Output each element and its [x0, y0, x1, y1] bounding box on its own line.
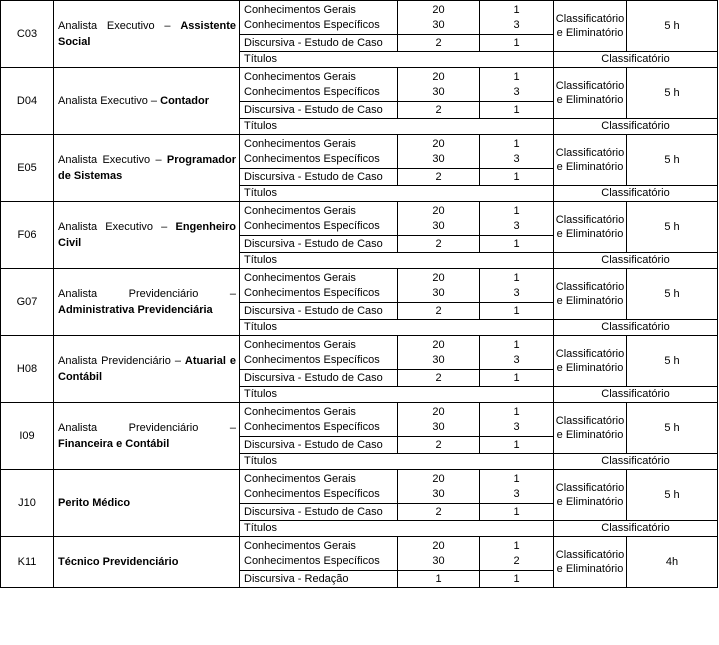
peso-discursiva: 1 — [480, 504, 554, 521]
peso-gerais: 1 — [513, 405, 520, 418]
peso-especificos: 3 — [513, 420, 520, 433]
prova-discursiva: Discursiva - Estudo de Caso — [240, 437, 398, 454]
questoes-especificos: 30 — [432, 286, 445, 299]
cargo-name-specialty: Engenheiro Civil — [58, 221, 236, 249]
cargo-name — [54, 269, 240, 336]
cargo-name — [54, 537, 240, 588]
exam-row — [1, 68, 718, 102]
prova-discursiva: Discursiva - Estudo de Caso — [240, 370, 398, 387]
cargo-name — [54, 470, 240, 537]
questoes-discursiva: 2 — [398, 504, 480, 521]
carater: Classificatório e Eliminatório — [554, 135, 627, 186]
duracao: 5 h — [627, 1, 718, 52]
carater: Classificatório e Eliminatório — [554, 336, 627, 387]
peso — [480, 470, 554, 504]
questoes-gerais: 20 — [432, 405, 445, 418]
num-questoes — [398, 135, 480, 169]
peso-especificos: 3 — [513, 219, 520, 232]
prova-discursiva: Discursiva - Estudo de Caso — [240, 504, 398, 521]
prova-discursiva: Discursiva - Estudo de Caso — [240, 35, 398, 52]
titulos-label: Títulos — [240, 119, 554, 135]
peso-especificos: 2 — [513, 554, 520, 567]
peso-especificos: 3 — [513, 18, 520, 31]
duracao: 5 h — [627, 269, 718, 320]
questoes-especificos: 30 — [432, 487, 445, 500]
questoes-especificos: 30 — [432, 420, 445, 433]
peso-discursiva: 1 — [480, 35, 554, 52]
cargo-name-prefix: Analista Previdenciário – — [58, 355, 185, 367]
prova-discursiva: Discursiva - Estudo de Caso — [240, 236, 398, 253]
carater: Classificatório e Eliminatório — [554, 403, 627, 454]
titulos-carater: Classificatório — [554, 186, 718, 202]
questoes-especificos: 30 — [432, 85, 445, 98]
prova-especificos: Conhecimentos Específicos — [244, 85, 380, 98]
exam-row — [1, 403, 718, 437]
titulos-carater: Classificatório — [554, 52, 718, 68]
num-questoes — [398, 1, 480, 35]
prova-objetiva — [240, 403, 398, 437]
cargo-name-prefix: Analista Previdenciário – — [58, 288, 236, 300]
prova-gerais: Conhecimentos Gerais — [244, 70, 356, 83]
titulos-label: Títulos — [240, 454, 554, 470]
duracao: 5 h — [627, 202, 718, 253]
titulos-carater: Classificatório — [554, 521, 718, 537]
questoes-gerais: 20 — [432, 472, 445, 485]
peso-gerais: 1 — [513, 137, 520, 150]
duracao: 5 h — [627, 336, 718, 387]
cargo-name-prefix: Analista Executivo – — [58, 95, 161, 107]
num-questoes — [398, 269, 480, 303]
peso — [480, 537, 554, 571]
cargo-name-specialty: Programador de Sistemas — [58, 154, 236, 182]
num-questoes — [398, 470, 480, 504]
carater: Classificatório e Eliminatório — [554, 537, 627, 588]
cargo-name — [54, 336, 240, 403]
peso-gerais: 1 — [513, 472, 520, 485]
prova-gerais: Conhecimentos Gerais — [244, 405, 356, 418]
prova-objetiva — [240, 135, 398, 169]
cargo-name — [54, 135, 240, 202]
prova-especificos: Conhecimentos Específicos — [244, 554, 380, 567]
questoes-gerais: 20 — [432, 3, 445, 16]
prova-objetiva — [240, 68, 398, 102]
cargo-name-specialty: Administrativa Previdenciária — [58, 304, 213, 316]
carater: Classificatório e Eliminatório — [554, 1, 627, 52]
peso-gerais: 1 — [513, 539, 520, 552]
questoes-especificos: 30 — [432, 152, 445, 165]
peso — [480, 269, 554, 303]
titulos-label: Títulos — [240, 52, 554, 68]
peso — [480, 202, 554, 236]
peso — [480, 1, 554, 35]
peso-discursiva: 1 — [480, 571, 554, 588]
cargo-name-specialty: Assistente Social — [58, 20, 236, 48]
exam-row — [1, 537, 718, 571]
exam-row — [1, 336, 718, 370]
duracao: 5 h — [627, 68, 718, 119]
cargo-name-specialty: Financeira e Contábil — [58, 438, 170, 450]
num-questoes — [398, 537, 480, 571]
questoes-gerais: 20 — [432, 70, 445, 83]
prova-objetiva — [240, 470, 398, 504]
carater: Classificatório e Eliminatório — [554, 269, 627, 320]
questoes-especificos: 30 — [432, 219, 445, 232]
questoes-discursiva: 2 — [398, 370, 480, 387]
prova-discursiva: Discursiva - Estudo de Caso — [240, 102, 398, 119]
titulos-label: Títulos — [240, 521, 554, 537]
cargo-name-prefix: Analista Executivo – — [58, 20, 181, 32]
prova-especificos: Conhecimentos Específicos — [244, 18, 380, 31]
peso — [480, 68, 554, 102]
prova-gerais: Conhecimentos Gerais — [244, 539, 356, 552]
carater: Classificatório e Eliminatório — [554, 68, 627, 119]
prova-especificos: Conhecimentos Específicos — [244, 353, 380, 366]
questoes-discursiva: 2 — [398, 236, 480, 253]
carater: Classificatório e Eliminatório — [554, 470, 627, 521]
peso-especificos: 3 — [513, 85, 520, 98]
cargo-name — [54, 68, 240, 135]
questoes-especificos: 30 — [432, 554, 445, 567]
cargo-name-specialty: Contador — [160, 95, 210, 107]
titulos-carater: Classificatório — [554, 119, 718, 135]
prova-gerais: Conhecimentos Gerais — [244, 3, 356, 16]
prova-gerais: Conhecimentos Gerais — [244, 204, 356, 217]
num-questoes — [398, 403, 480, 437]
duracao: 5 h — [627, 135, 718, 186]
questoes-discursiva: 2 — [398, 437, 480, 454]
cargo-name-specialty: Técnico Previdenciário — [58, 556, 179, 568]
cargo-name-specialty: Perito Médico — [58, 497, 131, 509]
cargo-code: G07 — [1, 269, 54, 336]
peso-especificos: 3 — [513, 286, 520, 299]
questoes-discursiva: 2 — [398, 35, 480, 52]
questoes-gerais: 20 — [432, 204, 445, 217]
cargo-code: E05 — [1, 135, 54, 202]
cargo-code: K11 — [1, 537, 54, 588]
cargo-code: D04 — [1, 68, 54, 135]
carater: Classificatório e Eliminatório — [554, 202, 627, 253]
titulos-carater: Classificatório — [554, 320, 718, 336]
prova-gerais: Conhecimentos Gerais — [244, 472, 356, 485]
cargo-name — [54, 1, 240, 68]
titulos-carater: Classificatório — [554, 387, 718, 403]
titulos-carater: Classificatório — [554, 454, 718, 470]
peso-especificos: 3 — [513, 353, 520, 366]
num-questoes — [398, 336, 480, 370]
cargo-name-specialty: Atuarial e Contábil — [58, 355, 236, 383]
questoes-especificos: 30 — [432, 353, 445, 366]
peso-gerais: 1 — [513, 3, 520, 16]
prova-discursiva: Discursiva - Estudo de Caso — [240, 169, 398, 186]
prova-objetiva — [240, 269, 398, 303]
prova-gerais: Conhecimentos Gerais — [244, 271, 356, 284]
num-questoes — [398, 68, 480, 102]
prova-especificos: Conhecimentos Específicos — [244, 219, 380, 232]
prova-objetiva — [240, 336, 398, 370]
prova-objetiva — [240, 537, 398, 571]
questoes-discursiva: 2 — [398, 303, 480, 320]
cargo-code: F06 — [1, 202, 54, 269]
num-questoes — [398, 202, 480, 236]
peso-gerais: 1 — [513, 70, 520, 83]
cargo-code: H08 — [1, 336, 54, 403]
peso-discursiva: 1 — [480, 236, 554, 253]
questoes-gerais: 20 — [432, 137, 445, 150]
prova-discursiva: Discursiva - Redação — [240, 571, 398, 588]
titulos-label: Títulos — [240, 387, 554, 403]
titulos-label: Títulos — [240, 253, 554, 269]
cargo-code: J10 — [1, 470, 54, 537]
peso-discursiva: 1 — [480, 169, 554, 186]
titulos-carater: Classificatório — [554, 253, 718, 269]
prova-objetiva — [240, 1, 398, 35]
cargo-name — [54, 403, 240, 470]
peso-discursiva: 1 — [480, 370, 554, 387]
questoes-discursiva: 2 — [398, 102, 480, 119]
prova-especificos: Conhecimentos Específicos — [244, 487, 380, 500]
questoes-discursiva: 1 — [398, 571, 480, 588]
duracao: 5 h — [627, 470, 718, 521]
prova-gerais: Conhecimentos Gerais — [244, 338, 356, 351]
peso-gerais: 1 — [513, 204, 520, 217]
prova-discursiva: Discursiva - Estudo de Caso — [240, 303, 398, 320]
peso-especificos: 3 — [513, 152, 520, 165]
peso-gerais: 1 — [513, 271, 520, 284]
prova-objetiva — [240, 202, 398, 236]
peso-discursiva: 1 — [480, 437, 554, 454]
cargo-name-prefix: Analista Executivo – — [58, 154, 167, 166]
questoes-especificos: 30 — [432, 18, 445, 31]
prova-especificos: Conhecimentos Específicos — [244, 152, 380, 165]
exam-table-body — [1, 1, 718, 588]
peso — [480, 403, 554, 437]
peso-discursiva: 1 — [480, 102, 554, 119]
exam-row — [1, 470, 718, 504]
duracao: 5 h — [627, 403, 718, 454]
exam-row — [1, 135, 718, 169]
peso — [480, 336, 554, 370]
titulos-label: Títulos — [240, 320, 554, 336]
questoes-discursiva: 2 — [398, 169, 480, 186]
peso-especificos: 3 — [513, 487, 520, 500]
questoes-gerais: 20 — [432, 271, 445, 284]
peso — [480, 135, 554, 169]
prova-especificos: Conhecimentos Específicos — [244, 420, 380, 433]
exam-row — [1, 202, 718, 236]
exam-row — [1, 269, 718, 303]
questoes-gerais: 20 — [432, 539, 445, 552]
prova-especificos: Conhecimentos Específicos — [244, 286, 380, 299]
peso-discursiva: 1 — [480, 303, 554, 320]
cargo-name-prefix: Analista Executivo – — [58, 221, 176, 233]
titulos-label: Títulos — [240, 186, 554, 202]
cargo-name — [54, 202, 240, 269]
questoes-gerais: 20 — [432, 338, 445, 351]
exam-row — [1, 1, 718, 35]
cargo-code: I09 — [1, 403, 54, 470]
cargo-code: C03 — [1, 1, 54, 68]
prova-gerais: Conhecimentos Gerais — [244, 137, 356, 150]
duracao: 4h — [627, 537, 718, 588]
cargo-name-prefix: Analista Previdenciário – — [58, 422, 236, 434]
peso-gerais: 1 — [513, 338, 520, 351]
